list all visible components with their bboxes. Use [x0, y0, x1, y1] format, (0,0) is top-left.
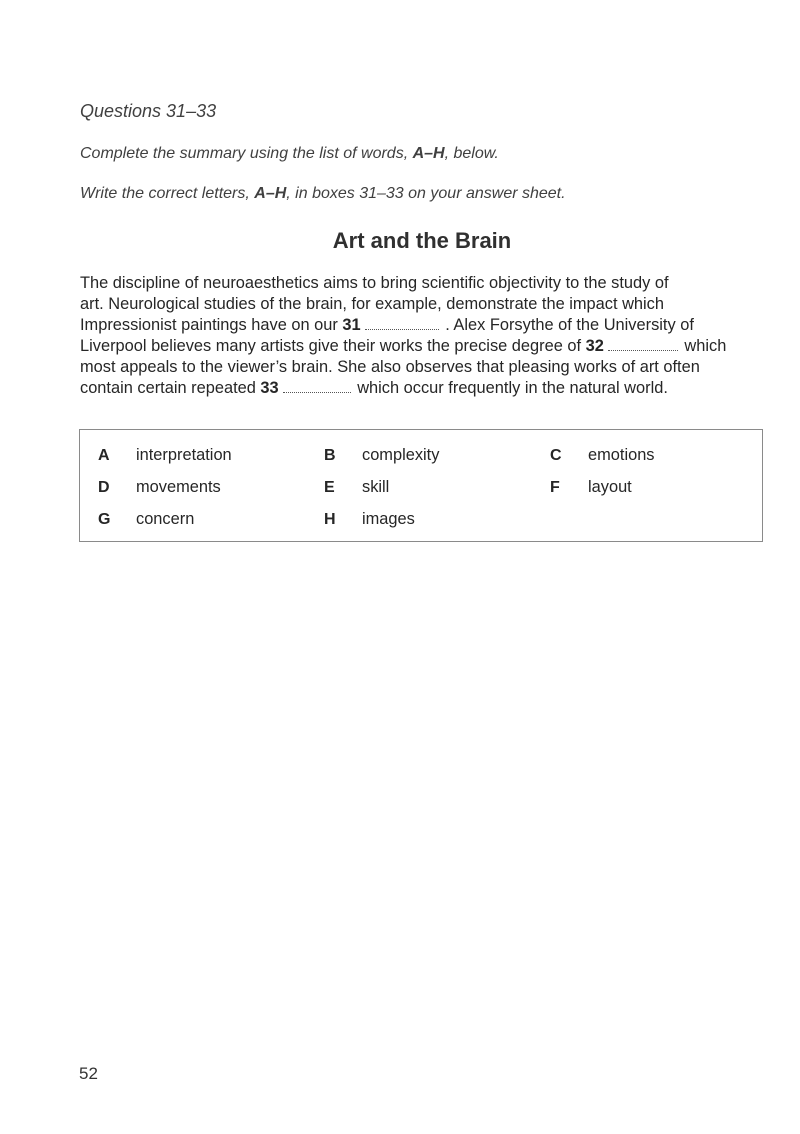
summary-line	[80, 379, 668, 398]
summary-text: Impressionist paintings have on our	[80, 316, 343, 334]
page-number: 52	[79, 1064, 98, 1083]
option-letter-e: E	[324, 479, 335, 496]
option-letter-a: A	[98, 447, 110, 464]
option-letter-h: H	[324, 511, 336, 528]
option-word-e: skill	[362, 478, 390, 496]
option-word-c: emotions	[588, 446, 655, 464]
instruction-write-letters	[80, 185, 566, 203]
instruction-complete-summary	[80, 145, 499, 163]
summary-line	[80, 316, 694, 335]
summary-line: The discipline of neuroaesthetics aims to bring scientific objectivity to the study of	[80, 274, 669, 292]
option-word-f: layout	[588, 478, 632, 496]
question-number-33: 33	[260, 379, 279, 397]
summary-title: Art and the Brain	[332, 228, 512, 253]
summary-text: which	[679, 337, 727, 355]
option-letter-b: B	[324, 447, 336, 464]
instruction-1-tail: , below.	[444, 145, 499, 162]
instruction-2-tail: , in boxes 31–33 on your answer sheet.	[286, 185, 566, 202]
word-list-box	[79, 429, 763, 542]
instruction-2-range: A–H	[254, 185, 287, 202]
option-word-a: interpretation	[136, 446, 232, 464]
option-letter-g: G	[98, 511, 111, 528]
answer-gap-32	[608, 346, 678, 351]
questions-heading: Questions 31–33	[80, 101, 217, 121]
summary-text: which occur frequently in the natural world.	[352, 379, 668, 397]
summary-line: art. Neurological studies of the brain, for example, demonstrate the impact which	[80, 295, 664, 313]
option-word-b: complexity	[362, 446, 440, 464]
summary-text: contain certain repeated	[80, 379, 261, 397]
answer-gap-33	[283, 388, 351, 393]
summary-line	[80, 337, 726, 356]
option-letter-f: F	[550, 479, 560, 496]
instruction-1-range: A–H	[412, 145, 445, 162]
question-number-31: 31	[342, 316, 361, 334]
option-word-h: images	[362, 510, 415, 528]
instruction-2-text: Write the correct letters,	[80, 185, 255, 202]
answer-gap-31	[365, 325, 439, 330]
option-word-g: concern	[136, 510, 195, 528]
summary-text: Liverpool believes many artists give their works the precise degree of	[80, 337, 586, 355]
option-word-d: movements	[136, 478, 221, 496]
option-letter-c: C	[550, 447, 562, 464]
question-number-32: 32	[585, 337, 604, 355]
summary-text: . Alex Forsythe of the University of	[440, 316, 694, 334]
option-letter-d: D	[98, 479, 110, 496]
instruction-1-text: Complete the summary using the list of words,	[80, 145, 413, 162]
summary-line: most appeals to the viewer’s brain. She also observes that pleasing works of art often	[80, 358, 700, 376]
